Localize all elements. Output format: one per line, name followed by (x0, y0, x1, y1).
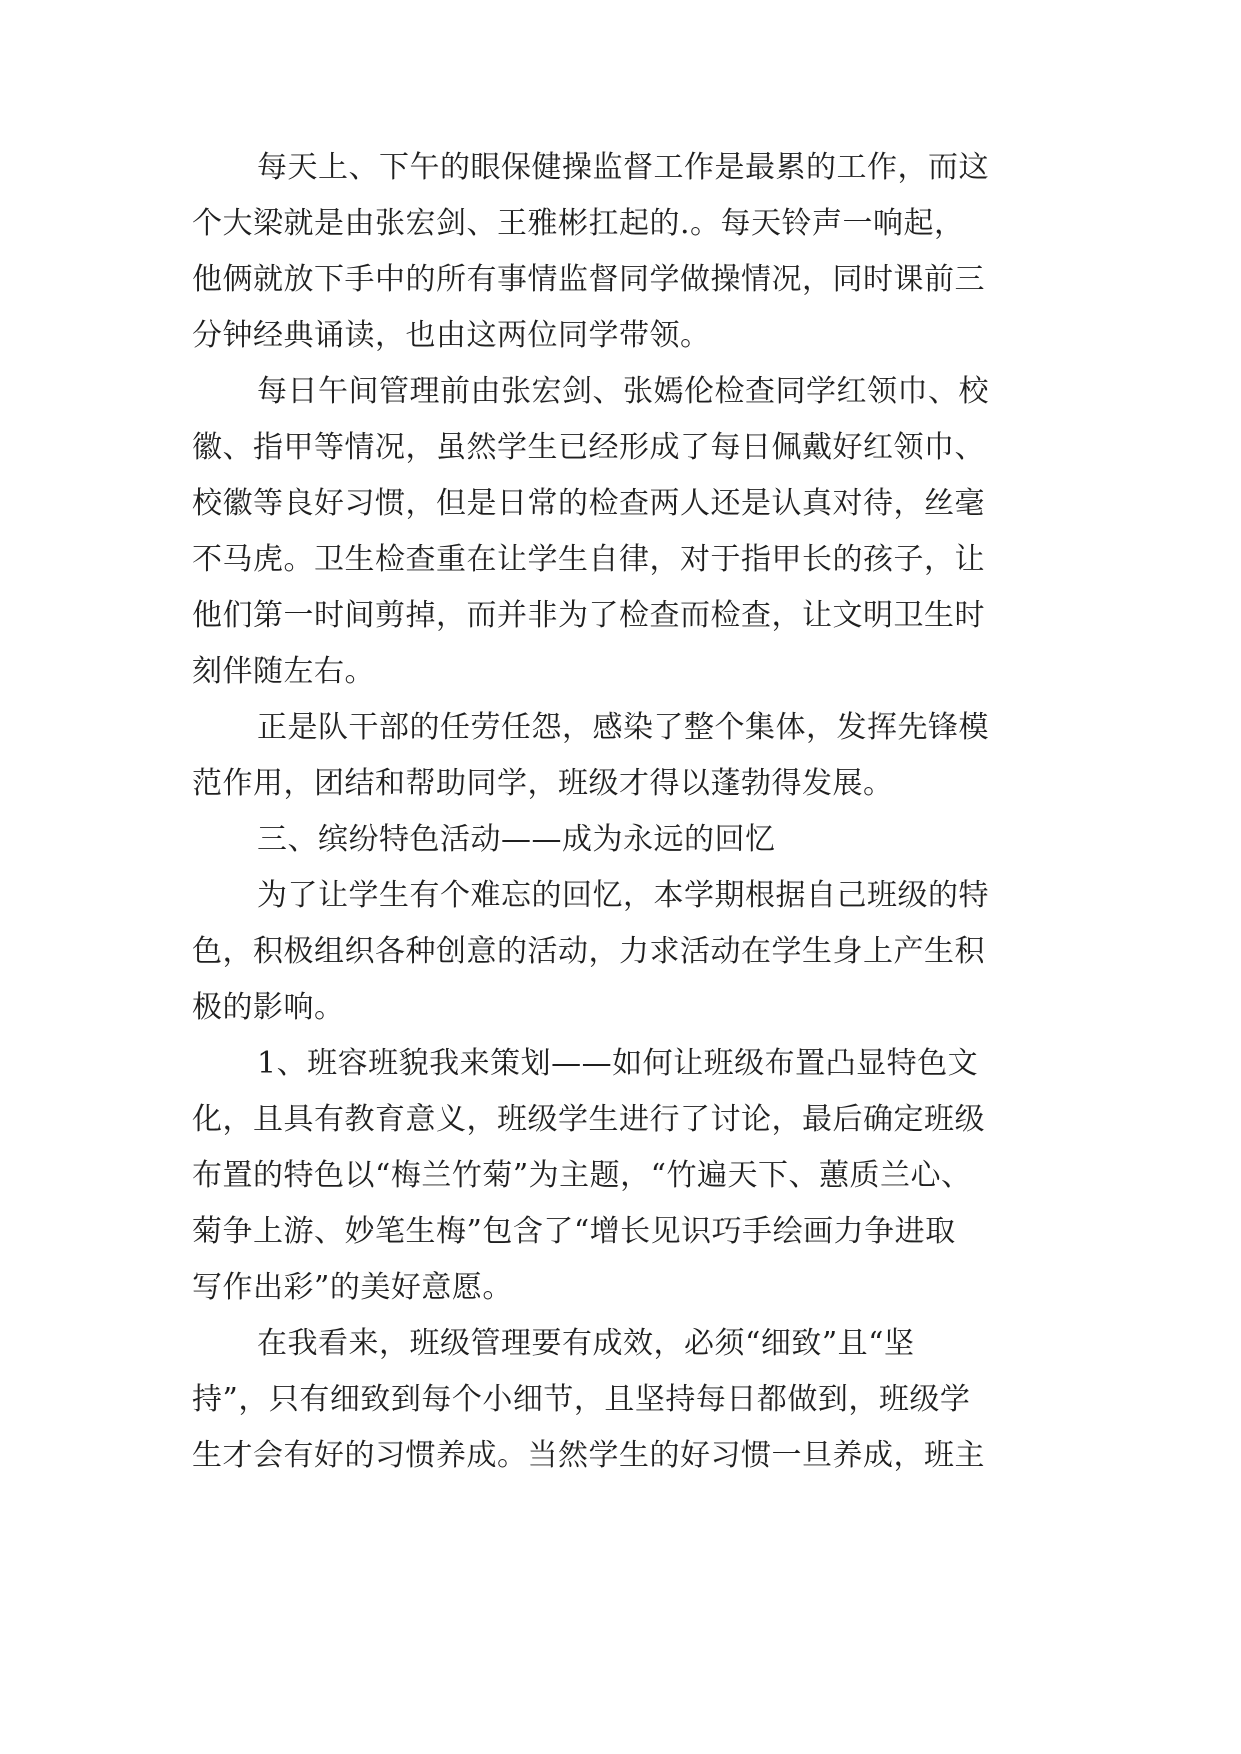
text-line: 为了让学生有个难忘的回忆，本学期根据自己班级的特 (257, 878, 989, 913)
text-line: 范作用，团结和帮助同学，班级才得以蓬勃得发展。 (192, 766, 894, 801)
text-line: 每天上、下午的眼保健操监督工作是最累的工作，而这 (257, 150, 989, 185)
text-line: 在我看来，班级管理要有成效，必须“细致”且“坚 (257, 1326, 915, 1361)
text-line: 他们第一时间剪掉，而并非为了检查而检查，让文明卫生时 (192, 598, 985, 633)
text-line: 生才会有好的习惯养成。当然学生的好习惯一旦养成，班主 (192, 1438, 985, 1473)
text-line: 菊争上游、妙笔生梅”包含了“增长见识巧手绘画力争进取 (192, 1214, 956, 1249)
text-line: 极的影响。 (192, 990, 345, 1025)
text-line: 每日午间管理前由张宏剑、张嫣伦检查同学红领巾、校 (257, 374, 989, 409)
text-line: 校徽等良好习惯，但是日常的检查两人还是认真对待，丝毫 (192, 486, 985, 521)
text-line: 正是队干部的任劳任怨，感染了整个集体，发挥先锋模 (257, 710, 989, 745)
text-line: 布置的特色以“梅兰竹菊”为主题，“竹遍天下、蕙质兰心、 (192, 1158, 972, 1193)
text-line: 化，且具有教育意义，班级学生进行了讨论，最后确定班级 (192, 1102, 985, 1137)
text-line: 徽、指甲等情况，虽然学生已经形成了每日佩戴好红领巾、 (192, 430, 985, 465)
text-line: 不马虎。卫生检查重在让学生自律，对于指甲长的孩子，让 (192, 542, 985, 577)
text-line: 1、班容班貌我来策划——如何让班级布置凸显特色文 (257, 1046, 979, 1081)
text-line: 刻伴随左右。 (192, 654, 375, 689)
text-line: 持”，只有细致到每个小细节，且坚持每日都做到，班级学 (192, 1382, 971, 1417)
text-line: 分钟经典诵读，也由这两位同学带领。 (192, 318, 711, 353)
text-line: 色，积极组织各种创意的活动，力求活动在学生身上产生积 (192, 934, 985, 969)
text-line: 他俩就放下手中的所有事情监督同学做操情况，同时课前三 (192, 262, 985, 297)
section-heading: 三、缤纷特色活动——成为永远的回忆 (257, 822, 776, 857)
text-line: 个大梁就是由张宏剑、王雅彬扛起的.。每天铃声一响起， (192, 206, 965, 241)
text-line: 写作出彩”的美好意愿。 (192, 1270, 513, 1305)
